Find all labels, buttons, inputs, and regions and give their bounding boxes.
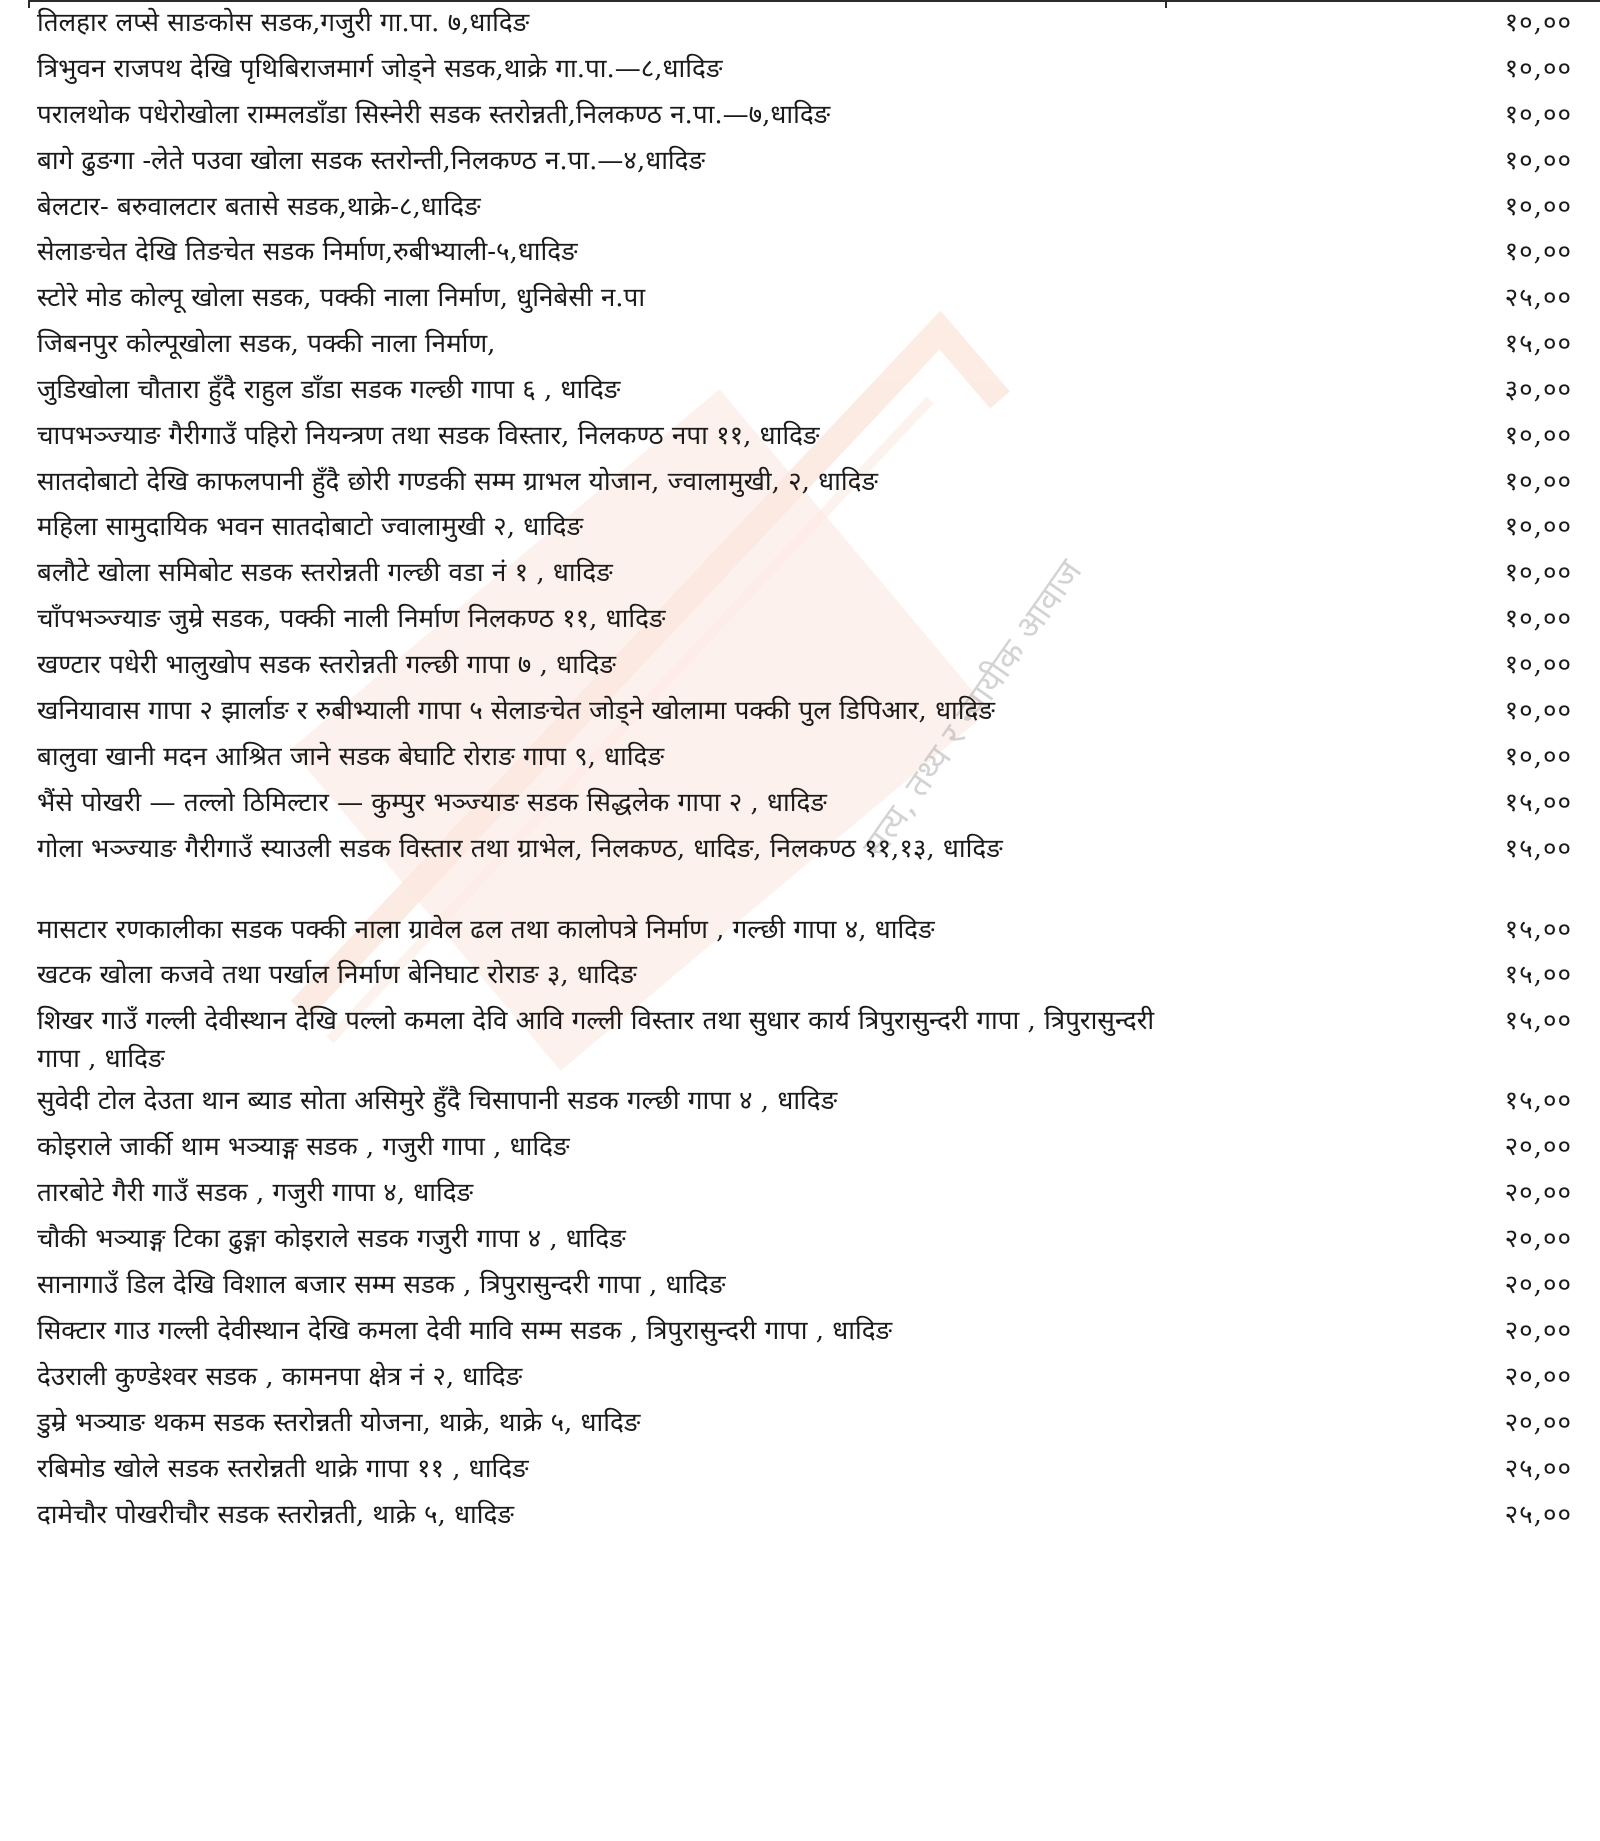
project-amount: २०,०० <box>1504 1316 1572 1346</box>
project-name: जिबनपुर कोल्पूखोला सडक, पक्की नाला निर्माण, <box>37 329 496 359</box>
project-name: बालुवा खानी मदन आश्रित जाने सडक बेघाटि रोराङ गापा ९, धादिङ <box>37 742 665 772</box>
project-name: खनियावास गापा २ झार्लाङ र रुबीभ्याली गापा ५ सेलाङचेत जोड्ने खोलामा पक्की पुल डिपिआर, धादिङ <box>37 696 995 726</box>
project-name: महिला सामुदायिक भवन सातदोबाटो ज्वालामुखी २, धादिङ <box>37 512 584 542</box>
project-amount: १०,०० <box>1504 237 1572 267</box>
project-name: दामेचौर पोखरीचौर सडक स्तरोन्नती, थाक्रे ५, धादिङ <box>37 1500 514 1530</box>
project-name: सेलाङचेत देखि तिङचेत सडक निर्माण,रुबीभ्याली-५,धादिङ <box>37 237 578 267</box>
project-name: सिक्टार गाउ गल्ली देवीस्थान देखि कमला देवी मावि सम्म सडक , त्रिपुरासुन्दरी गापा , धादिङ <box>37 1316 893 1346</box>
table-top-border <box>28 0 1600 2</box>
project-amount: २०,०० <box>1504 1362 1572 1392</box>
project-name: बागे ढुङगा -लेते पउवा खोला सडक स्तरोन्ती,निलकण्ठ न.पा.—४,धादिङ <box>37 146 706 176</box>
project-name: तारबोटे गैरी गाउँ सडक , गजुरी गापा ४, धादिङ <box>37 1178 474 1208</box>
project-name: रबिमोड खोले सडक स्तरोन्नती थाक्रे गापा ११ , धादिङ <box>37 1454 529 1484</box>
table-left-tick <box>28 0 30 8</box>
project-name: स्टोरे मोड कोल्पू खोला सडक, पक्की नाला निर्माण, धुनिबेसी न.पा <box>37 283 646 313</box>
project-amount: १५,०० <box>1504 960 1572 990</box>
project-amount: २५,०० <box>1504 1500 1572 1530</box>
project-amount: १०,०० <box>1504 421 1572 451</box>
project-amount: १०,०० <box>1504 696 1572 726</box>
project-amount: १०,०० <box>1504 8 1572 38</box>
project-name: सातदोबाटो देखि काफलपानी हुँदै छोरी गण्डकी सम्म ग्राभल योजान, ज्वालामुखी, २, धादिङ <box>37 467 878 497</box>
project-name: खण्टार पधेरी भालुखोप सडक स्तरोन्नती गल्छी गापा ७ , धादिङ <box>37 650 616 680</box>
table-column-tick <box>1165 0 1167 8</box>
project-amount: २५,०० <box>1504 283 1572 313</box>
project-name: देउराली कुण्डेश्वर सडक , कामनपा क्षेत्र नं २, धादिङ <box>37 1362 523 1392</box>
project-amount: १०,०० <box>1504 650 1572 680</box>
project-amount: २०,०० <box>1504 1270 1572 1300</box>
project-name: चाँपभञ्ज्याङ जुम्रे सडक, पक्की नाली निर्माण निलकण्ठ ११, धादिङ <box>37 604 666 634</box>
project-name: कोइराले जार्की थाम भञ्याङ्ग सडक , गजुरी गापा , धादिङ <box>37 1132 570 1162</box>
project-name: परालथोक पधेरोखोला राम्मलडाँडा सिस्नेरी सडक स्तरोन्नती,निलकण्ठ न.पा.—७,धादिङ <box>37 100 831 130</box>
project-name: डुम्रे भञ्याङ थकम सडक स्तरोन्नती योजना, थाक्रे, थाक्रे ५, धादिङ <box>37 1408 641 1438</box>
project-name: तिलहार लप्से साङकोस सडक,गजुरी गा.पा. ७,धादिङ <box>37 8 530 38</box>
project-amount: १५,०० <box>1504 915 1572 945</box>
project-amount: १०,०० <box>1504 146 1572 176</box>
project-name: जुडिखोला चौतारा हुँदै राहुल डाँडा सडक गल्छी गापा ६ , धादिङ <box>37 375 621 405</box>
project-amount: २०,०० <box>1504 1132 1572 1162</box>
project-amount: १५,०० <box>1504 788 1572 818</box>
project-name: शिखर गाउँ गल्ली देवीस्थान देखि पल्लो कमला देवि आवि गल्ली विस्तार तथा सुधार कार्य त्रिपुरासुन्दरी गापा , त्रिपुरासुन्दरी गापा , धादिङ <box>37 1006 1155 1074</box>
project-amount: १०,०० <box>1504 467 1572 497</box>
project-name: बेलटार- बरुवालटार बतासे सडक,थाक्रे-८,धादिङ <box>37 192 481 222</box>
project-amount: १०,०० <box>1504 742 1572 772</box>
watermark-tagline: सत्य, तथ्य र न्यायीक आवाज <box>854 552 1091 866</box>
project-amount: १५,०० <box>1504 329 1572 359</box>
project-amount: ३०,०० <box>1504 375 1572 405</box>
project-name: सानागाउँ डिल देखि विशाल बजार सम्म सडक , त्रिपुरासुन्दरी गापा , धादिङ <box>37 1270 726 1300</box>
project-amount: १०,०० <box>1504 100 1572 130</box>
project-amount: २०,०० <box>1504 1224 1572 1254</box>
project-name: सुवेदी टोल देउता थान ब्याड सोता असिमुरे हुँदै चिसापानी सडक गल्छी गापा ४ , धादिङ <box>37 1086 838 1116</box>
project-amount: १०,०० <box>1504 54 1572 84</box>
project-amount: १०,०० <box>1504 192 1572 222</box>
project-name: बलौटे खोला समिबोट सडक स्तरोन्नती गल्छी वडा नं १ , धादिङ <box>37 558 613 588</box>
project-name: खटक खोला कजवे तथा पर्खाल निर्माण बेनिघाट रोराङ ३, धादिङ <box>37 960 637 990</box>
project-amount: १५,०० <box>1504 1006 1572 1036</box>
project-amount: १५,०० <box>1504 1086 1572 1116</box>
project-name: गोला भञ्ज्याङ गैरीगाउँ स्याउली सडक विस्तार तथा ग्राभेल, निलकण्ठ, धादिङ, निलकण्ठ ११,१३, धादिङ <box>37 834 1003 864</box>
project-amount: २०,०० <box>1504 1408 1572 1438</box>
project-amount: १०,०० <box>1504 604 1572 634</box>
project-name: त्रिभुवन राजपथ देखि पृथिबिराजमार्ग जोड्ने सडक,थाक्रे गा.पा.—८,धादिङ <box>37 54 723 84</box>
project-amount: २५,०० <box>1504 1454 1572 1484</box>
project-amount: २०,०० <box>1504 1178 1572 1208</box>
project-name: भैंसे पोखरी — तल्लो ठिमिल्टार — कुम्पुर भञ्ज्याङ सडक सिद्धलेक गापा २ , धादिङ <box>37 788 827 818</box>
project-amount: १०,०० <box>1504 558 1572 588</box>
project-name: मासटार रणकालीका सडक पक्की नाला ग्रावेल ढल तथा कालोपत्रे निर्माण , गल्छी गापा ४, धादिङ <box>37 915 935 945</box>
project-name: चौकी भञ्याङ्ग टिका ढुङ्गा कोइराले सडक गजुरी गापा ४ , धादिङ <box>37 1224 626 1254</box>
project-name: चापभञ्ज्याङ गैरीगाउँ पहिरो नियन्त्रण तथा सडक विस्तार, निलकण्ठ नपा ११, धादिङ <box>37 421 820 451</box>
project-amount: १०,०० <box>1504 512 1572 542</box>
project-amount: १५,०० <box>1504 834 1572 864</box>
